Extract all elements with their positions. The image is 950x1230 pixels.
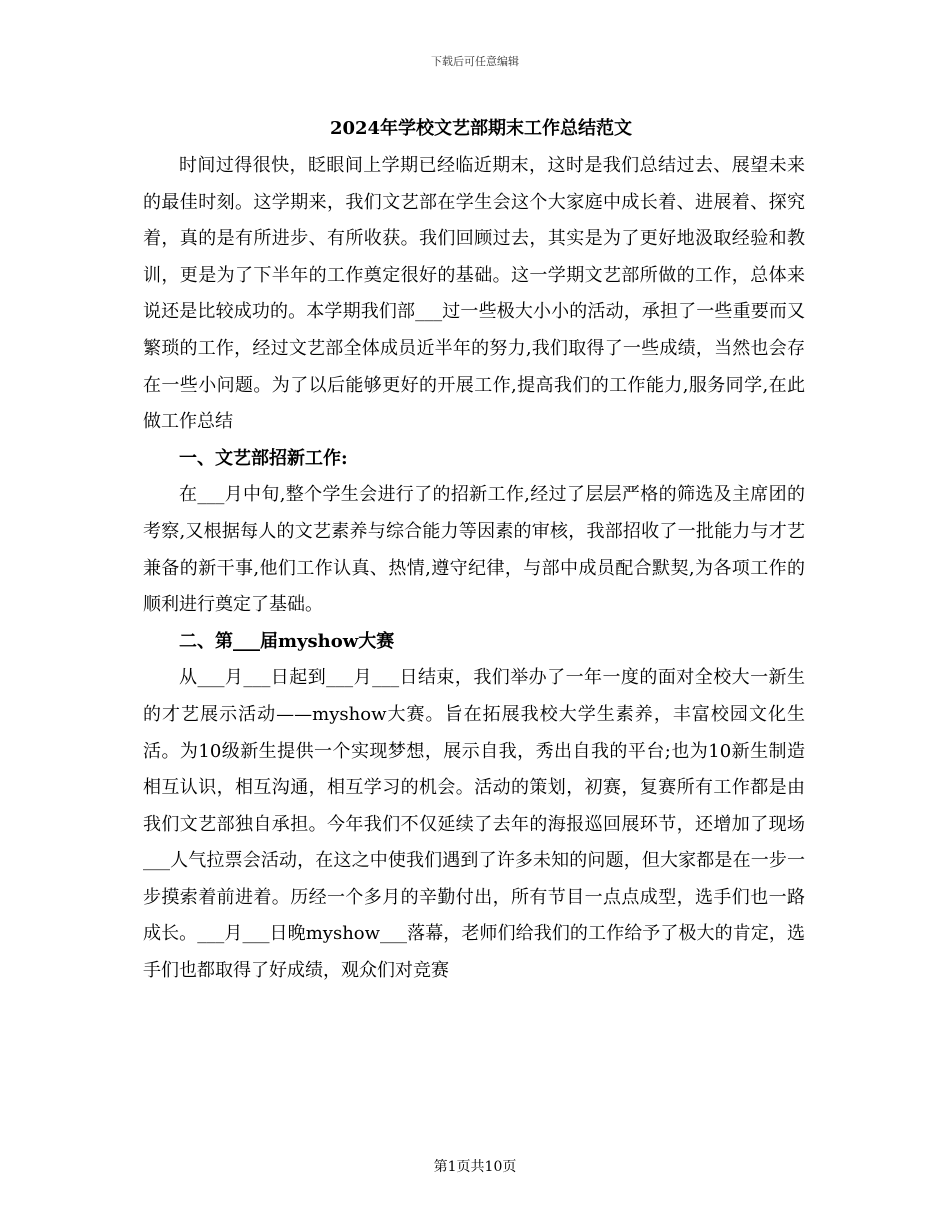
document-title: 2024年学校文艺部期末工作总结范文 (329, 118, 633, 139)
myshow-paragraph: 从___月___日起到___月___日结束，我们举办了一年一度的面对全校大一新生的才艺展示活动——myshow大赛。旨在拓展我校大学生素养，丰富校园文化生活。为10级新生提供一个实现梦想，展示自我，秀出自我的平台;也为10新生制造相互认识，相互沟通，相互学习的机会。活动的策划，初赛，复赛所有工作都是由我们文艺部独自承担。今年我们不仅延续了去年的海报巡回展环节，还增加了现场___人气拉票会活动，在这之中使我们遇到了许多未知的问题，但大家都是在一步一步摸索着前进着。历经一个多月的辛勤付出，所有节目一点点成型，选手们也一路成长。___月___日晚myshow___落幕，老师们给我们的工作给予了极大的肯定，选手们也都取得了好成绩，观众们对竞赛 (143, 667, 805, 982)
section-heading-recruitment: 一、文艺部招新工作: (179, 447, 348, 469)
page-header-note: 下载后可任意编辑 (431, 55, 519, 68)
section-heading-myshow: 二、第___届myshow大赛 (179, 630, 395, 652)
page-footer-number: 第1页共10页 (433, 1159, 517, 1175)
document-body (143, 112, 805, 990)
recruitment-paragraph: 在___月中旬,整个学生会进行了的招新工作,经过了层层严格的筛选及主席团的考察,又根据每人的文艺素养与综合能力等因素的审核，我部招收了一批能力与才艺兼备的新干事,他们工作认真、热情,遵守纪律，与部中成员配合默契,为各项工作的顺利进行奠定了基础。 (143, 484, 805, 616)
intro-paragraph: 时间过得很快，眨眼间上学期已经临近期末，这时是我们总结过去、展望未来的最佳时刻。这学期来，我们文艺部在学生会这个大家庭中成长着、进展着、探究着，真的是有所进步、有所收获。我们回顾过去，其实是为了更好地汲取经验和教训，更是为了下半年的工作奠定很好的基础。这一学期文艺部所做的工作，总体来说还是比较成功的。本学期我们部___过一些极大小小的活动，承担了一些重要而又繁琐的工作，经过文艺部全体成员近半年的努力,我们取得了一些成绩，当然也会存在一些小问题。为了以后能够更好的开展工作,提高我们的工作能力,服务同学,在此做工作总结 (143, 155, 805, 433)
